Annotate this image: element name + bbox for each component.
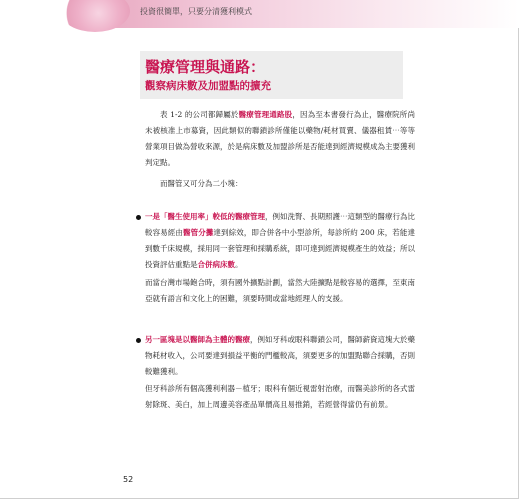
section-title: 醫療管理與通路：	[145, 58, 266, 76]
bullet1-text-2: 達到綜效，即合併各中小型診所，每診所約 200 床，若能達到數千床規模，採用同一套管理和採購系統，即可達到經濟規模產生的效益；所以投資評估重點是	[145, 228, 416, 269]
bullet1-text-3: 。	[235, 260, 243, 269]
bullet-dot-icon	[136, 338, 141, 343]
intro-text-2: ，因為至本書發行為止，醫療院所尚未被核准上市募資，因此類似的聯鎖診所僅能以藥物/耗材買賣、儀器租賃⋯等等營業項目做為營收來源，於是病床數及加盟診所是否能達到經濟規模成為主要獲利判定點。	[145, 110, 415, 167]
intro-text-1: 表 1-2 的公司都歸屬於	[160, 110, 239, 119]
running-title: 投資很簡單，只要分清獲利模式	[140, 7, 252, 16]
intro-paragraph	[145, 107, 415, 171]
paragraph-dental: 但牙科診所有個高獲利利器－植牙；眼科有個近視雷射治療，而醫美診所的各式雷射除斑、美白，加上周邊美容產品單價高且易推銷，若經營得當仍有前景。	[145, 384, 415, 409]
bullet1-text-1: ，例如洗腎、長期照護⋯這類型的醫療行為比較容易經由	[145, 212, 415, 237]
paragraph-expansion: 而當台灣市場飽合時，須有國外擴點計劃，當然大陸擴點是較容易的選擇，至東南亞就有語言和文化上的困難，須要時間或當地經理人的支援。	[145, 278, 415, 303]
bullet2-highlight-1: 另一區塊是以醫師為主體的醫療	[145, 335, 250, 344]
bullet1-highlight-2: 醫管分攤	[183, 228, 214, 237]
sub-intro-paragraph: 而醫管又可分為二小塊：	[160, 179, 243, 188]
page-number: 52	[123, 475, 134, 484]
bullet2-text-1: ，例如牙科或眼科聯鎖公司，醫師薪資這塊大於藥物耗材收入，公司要達到損益平衡的門檻較高，須要更多的加盟點聯合採購，否則較難獲利。	[145, 335, 415, 376]
bullet-paragraph-1	[145, 209, 415, 273]
bullet1-highlight-3: 合併病床數	[197, 260, 235, 269]
bullet-paragraph-2	[145, 332, 415, 380]
intro-highlight: 醫療管理通路股	[238, 110, 293, 119]
bullet1-highlight-1: 一是「醫生使用率」較低的醫療管理	[145, 212, 265, 221]
bullet-dot-icon	[136, 215, 141, 220]
section-subtitle: 觀察病床數及加盟點的擴充	[145, 80, 271, 92]
